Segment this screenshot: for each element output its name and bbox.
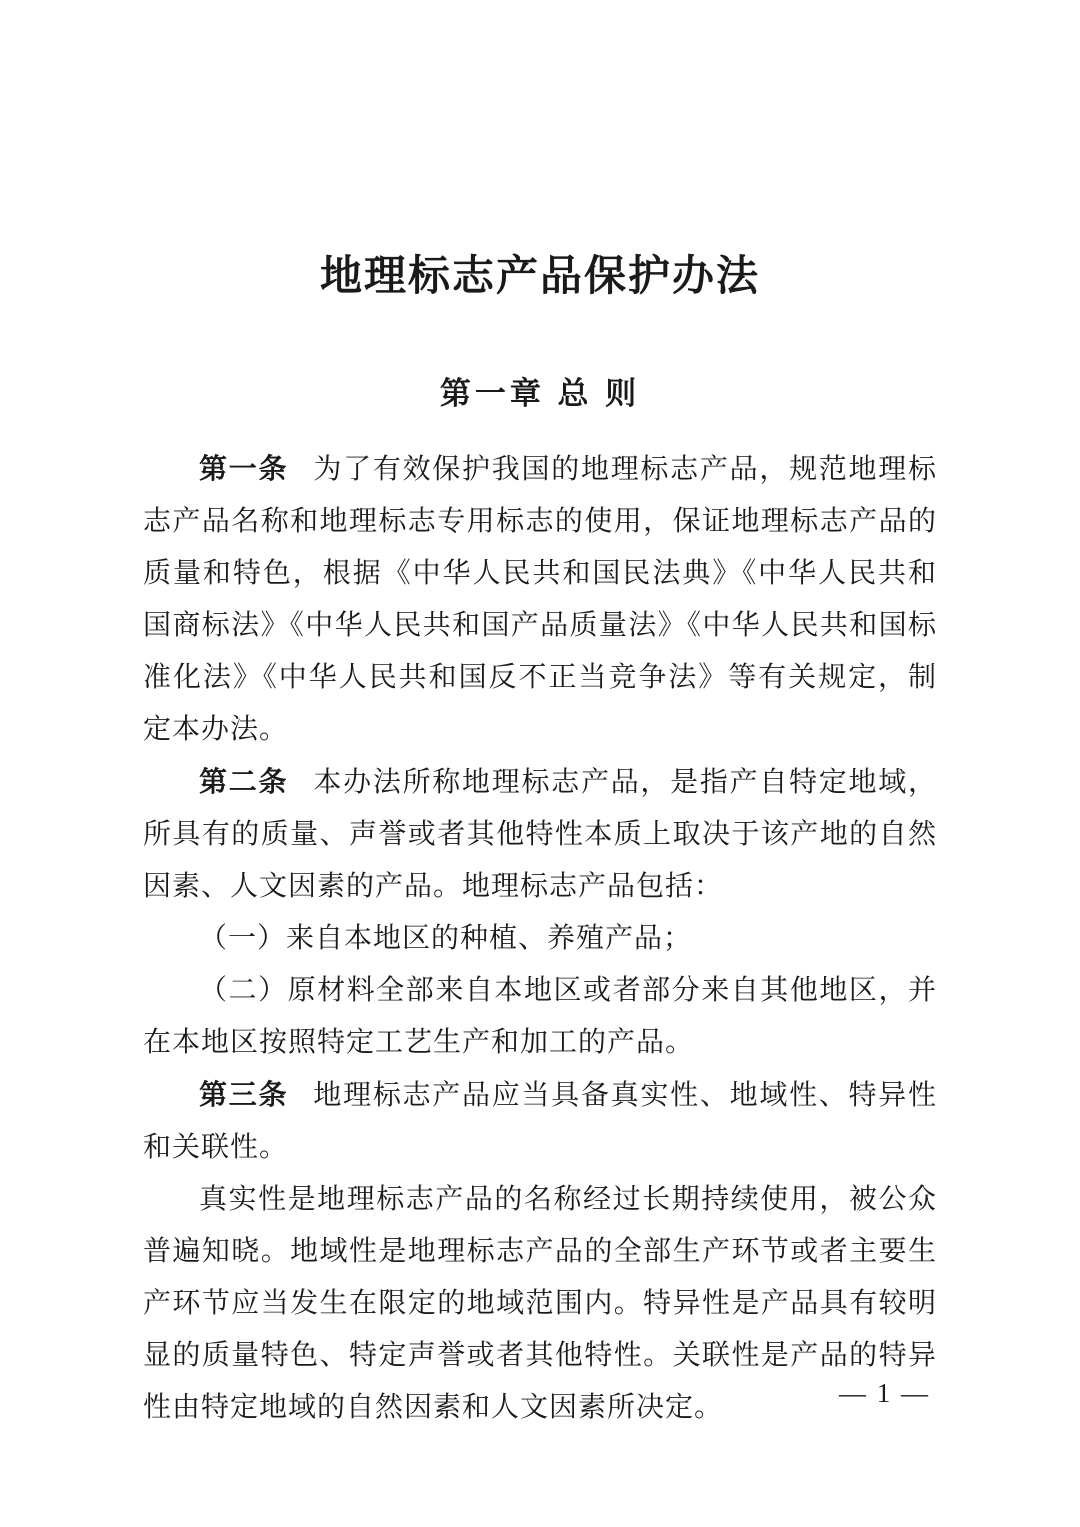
article-2-label: 第二条 [199,765,289,797]
article-2-item-1 [143,913,937,965]
chapter-heading: 第一章 总 则 [439,376,641,412]
article-3-explanation-text: 真实性是地理标志产品的名称经过长期持续使用，被公众普遍知晓。地域性是地理标志产品的全部生产环节或者主要生产环节应当发生在限定的地域范围内。特异性是产品具有较明显的质量特色、特定声誉或者其他特性。关联性是产品的特异性由特定地域的自然因素和人文因素所决定。 [143,1183,937,1423]
document-title: 地理标志产品保护办法 [319,254,760,300]
article-2-paragraph [143,756,937,913]
article-1-text: 为了有效保护我国的地理标志产品，规范地理标志产品名称和地理标志专用标志的使用，保证地理标志产品的质量和特色，根据《中华人民共和国民法典》《中华人民共和国商标法》《中华人民共和国产品质量法》《中华人民共和国标准化法》《中华人民共和国反不正当竞争法》等有关规定，制定本办法。 [143,453,937,745]
article-3-explanation-paragraph [143,1174,937,1434]
article-1-label: 第一条 [199,452,289,484]
article-2-item-2 [143,965,937,1069]
article-3-label: 第三条 [199,1078,289,1110]
article-2-item-2-text: （二）原材料全部来自本地区或者部分来自其他地区，并在本地区按照特定工艺生产和加工的产品。 [143,974,937,1058]
article-3-text: 地理标志产品应当具备真实性、地域性、特异性和关联性。 [143,1079,937,1163]
article-2-text: 本办法所称地理标志产品，是指产自特定地域，所具有的质量、声誉或者其他特性本质上取决于该产地的自然因素、人文因素的产品。地理标志产品包括： [143,766,937,902]
article-3-paragraph [143,1069,937,1174]
article-2-item-1-text: （一）来自本地区的种植、养殖产品； [199,922,693,954]
document-body [143,443,937,1434]
article-1-paragraph [143,443,937,756]
page-number: — 1 — [839,1378,930,1408]
